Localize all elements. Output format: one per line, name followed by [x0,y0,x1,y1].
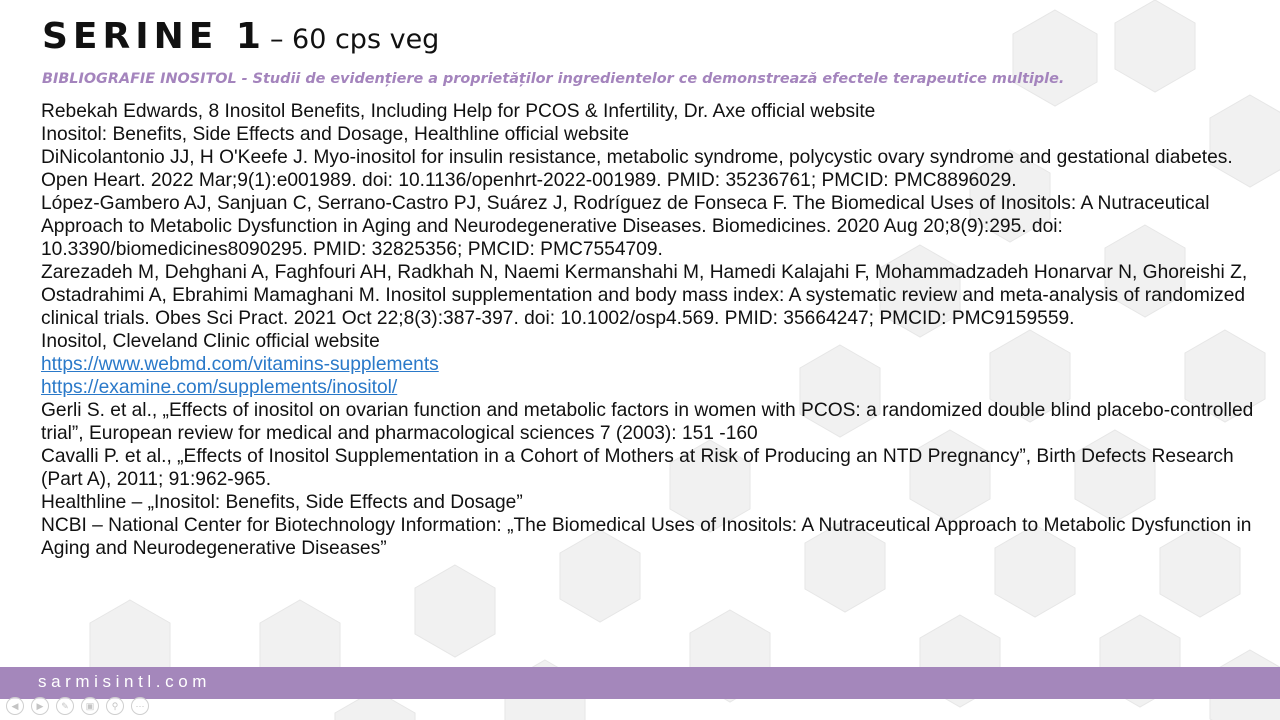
slide-title [42,16,439,57]
title-main: SERINE 1 [42,16,266,57]
reference-item: Rebekah Edwards, 8 Inositol Benefits, Including Help for PCOS & Infertility, Dr. Axe official website [41,101,876,122]
more-icon[interactable]: ⋯ [131,697,149,715]
webmd-link[interactable]: https://www.webmd.com/vitamins-supplements [41,354,439,375]
reference-item: NCBI – National Center for Biotechnology Information: „The Biomedical Uses of Inositols: A Nutraceutical Approach to Metabolic Dysfunction in Aging and Neurodegenerative Diseases” [41,515,1252,559]
subtitle: BIBLIOGRAFIE INOSITOL - Studii de evidențiere a proprietăților ingredientelor ce demonstrează efectele terapeutice multiple. [42,71,1065,87]
slides-icon[interactable]: ▣ [81,697,99,715]
reference-item: DiNicolantonio JJ, H O'Keefe J. Myo-inositol for insulin resistance, metabolic syndrome, polycystic ovary syndrome and gestational diabetes. Open Heart. 2022 Mar;9(1):e001989. doi: 10.1136/openhrt-2022-001989. PMID: 35236761; PMCID: PMC8896029. [41,147,1233,191]
footer-site: sarmisintl.com [38,672,212,691]
reference-list [41,100,1277,560]
reference-item: Cavalli P. et al., „Effects of Inositol Supplementation in a Cohort of Mothers at Risk of Producing an NTD Pregnancy”, Birth Defects Research (Part A), 2011; 91:962-965. [41,446,1234,490]
pen-icon[interactable]: ✎ [56,697,74,715]
examine-link[interactable]: https://examine.com/supplements/inositol/ [41,377,398,398]
hexagon-shape [415,565,495,657]
reference-item: Gerli S. et al., „Effects of inositol on ovarian function and metabolic factors in women with PCOS: a randomized double blind placebo-controlled trial”, European review for medical and pharmacological sciences 7 (2003): 151 -160 [41,400,1254,444]
hexagon-shape [1013,10,1097,106]
hexagon-shape [1115,0,1195,92]
footer-bar [0,667,1280,699]
reference-item: Inositol: Benefits, Side Effects and Dosage, Healthline official website [41,124,630,145]
previous-icon[interactable]: ◀ [6,697,24,715]
reference-item: Inositol, Cleveland Clinic official website [41,331,380,352]
next-icon[interactable]: ▶ [31,697,49,715]
reference-item: López-Gambero AJ, Sanjuan C, Serrano-Castro PJ, Suárez J, Rodríguez de Fonseca F. The Biomedical Uses of Inositols: A Nutraceutical Approach to Metabolic Dysfunction in Aging and Neurodegenerative Diseases. Biomedicines. 2020 Aug 20;8(9):295. doi: 10.3390/biomedicines8090295. PMID: 32825356; PMCID: PMC7554709. [41,193,1210,260]
title-sub: – 60 cps veg [269,24,440,55]
reference-item: Healthline – „Inositol: Benefits, Side Effects and Dosage” [41,492,523,513]
slide-nav-controls [6,697,149,715]
reference-item: Zarezadeh M, Dehghani A, Faghfouri AH, Radkhah N, Naemi Kermanshahi M, Hamedi Kalajahi F, Mohammadzadeh Honarvar N, Ghoreishi Z, Ostadrahimi A, Ebrahimi Mamaghani M. Inositol supplementation and body mass index: A systematic review and meta-analysis of randomized clinical trials. Obes Sci Pract. 2021 Oct 22;8(3):387-397. doi: 10.1002/osp4.569. PMID: 35664247; PMCID: PMC9159559. [41,262,1248,329]
zoom-icon[interactable]: ⚲ [106,697,124,715]
